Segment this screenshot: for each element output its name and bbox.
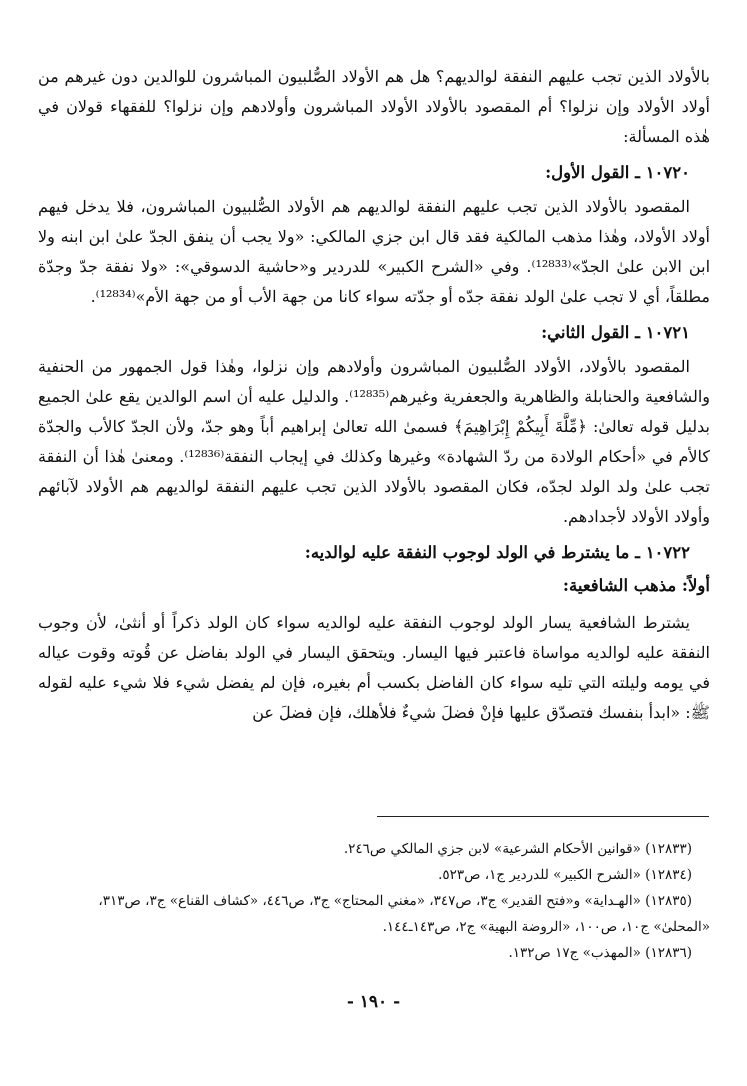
- subheading-shafii: أولاً: مذهب الشافعية:: [562, 576, 710, 595]
- section-heading-10722: ١٠٧٢٢ ـ ما يشترط في الولد لوجوب النفقة عليه لوالديه:: [304, 543, 690, 562]
- footnotes: [38, 836, 710, 966]
- footnote: (١٢٨٣٤) «الشرح الكبير» للدردير ج١، ص٥٢٣.: [438, 867, 692, 883]
- page-number: - ١٩٠ -: [346, 992, 401, 1012]
- footnote: (١٢٨٣٣) «قوانين الأحكام الشرعية» لابن جزي المالكي ص٢٤٦.: [343, 841, 692, 857]
- paragraph-second-opinion: المقصود بالأولاد، الأولاد الصُّلبيون المباشرون وأولادهم وإن نزلوا، وهٰذا قول الجمهور من الحنفية والشافعية والحنابلة والظاهرية والجعفرية وغيرهم⁽¹²⁸³⁵⁾. والدليل عليه أن اسم الوالدين يقع علىٰ الجميع بدليل قوله تعالىٰ: ﴿مِّلَّةَ أَبِيكُمْ إِبْرَاهِيمَ﴾ فسمىٰ الله تعالىٰ إبراهيم أباً وهو جدّ، ولأن الجدّ كالأب والجدّة كالأم في «أحكام الولادة من ردّ الشهادة» وغيرها وكذلك في إيجاب النفقة⁽¹²⁸³⁶⁾. ومعنىٰ هٰذا أن النفقة تجب علىٰ ولد الولد لجدّه، فكان المقصود بالأولاد الذين تجب عليهم النفقة لوالديهم هم الأولاد لآبائهم وأولاد الأولاد لأجدادهم.: [38, 357, 710, 526]
- footnote: (١٢٨٣٥) «الهـداية» و«فتح القدير» ج٣، ص٣٤٧، «مغني المحتاج» ج٣، ص٤٤٦، «كشاف القناع» ج٣، ص٣١٣، «المحلىٰ» ج١٠، ص١٠٠، «الروضة البهية» ج٢، ص١٤٣ـ١٤٤.: [98, 893, 710, 935]
- footnote: (١٢٨٣٦) «المهذب» ج١٧ ص١٣٢.: [508, 945, 692, 961]
- section-heading-10721: ١٠٧٢١ ـ القول الثاني:: [541, 323, 690, 342]
- paragraph-shafii: يشترط الشافعية يسار الولد لوجوب النفقة عليه لوالديه سواء كان الولد ذكراً أو أنثىٰ، لأن وجوب النفقة عليه لوالديه مواساة فاعتبر فيها اليسار. ويتحقق اليسار في الولد بفاضل عن قُوته وقوت عياله في يومه وليلته التي تليه سواء كان الفاضل بكسب أم بغيره، فإن لم يفضل شيء فلا شيء عليه لقوله ﷺ: «ابدأ بنفسك فتصدّق عليها فإنْ فضلَ شيءٌ فلأهلك، فإن فضلَ عن: [38, 613, 710, 722]
- footnote-separator: [377, 816, 709, 817]
- intro-paragraph: بالأولاد الذين تجب عليهم النفقة لوالديهم؟ هل هم الأولاد الصُّلبيون المباشرون للوالدين دون غيرهم من أولاد الأولاد وإن نزلوا؟ أم المقصود بالأولاد الأولاد المباشرون وأولادهم وإن نزلوا؟ للفقهاء قولان في هٰذه المسألة:: [38, 67, 710, 146]
- section-heading-10720: ١٠٧٢٠ ـ القول الأول:: [545, 163, 690, 182]
- paragraph-first-opinion: المقصود بالأولاد الذين تجب عليهم النفقة لوالديهم هم الأولاد الصُّلبيون المباشرون، فلا يدخل فيهم أولاد الأولاد، وهٰذا مذهب المالكية فقد قال ابن جزي المالكي: «ولا يجب أن ينفق الجدّ علىٰ ابن ابنه ولا ابن الابن علىٰ الجدّ»⁽¹²⁸³³⁾. وفي «الشرح الكبير» للدردير و«حاشية الدسوقي»: «ولا نفقة جدّ وجدّة مطلقاً، أي لا تجب علىٰ الولد نفقة جدّه أو جدّته سواء كانا من جهة الأب أو من جهة الأم»⁽¹²⁸³⁴⁾.: [38, 197, 711, 306]
- page-body: [38, 62, 710, 728]
